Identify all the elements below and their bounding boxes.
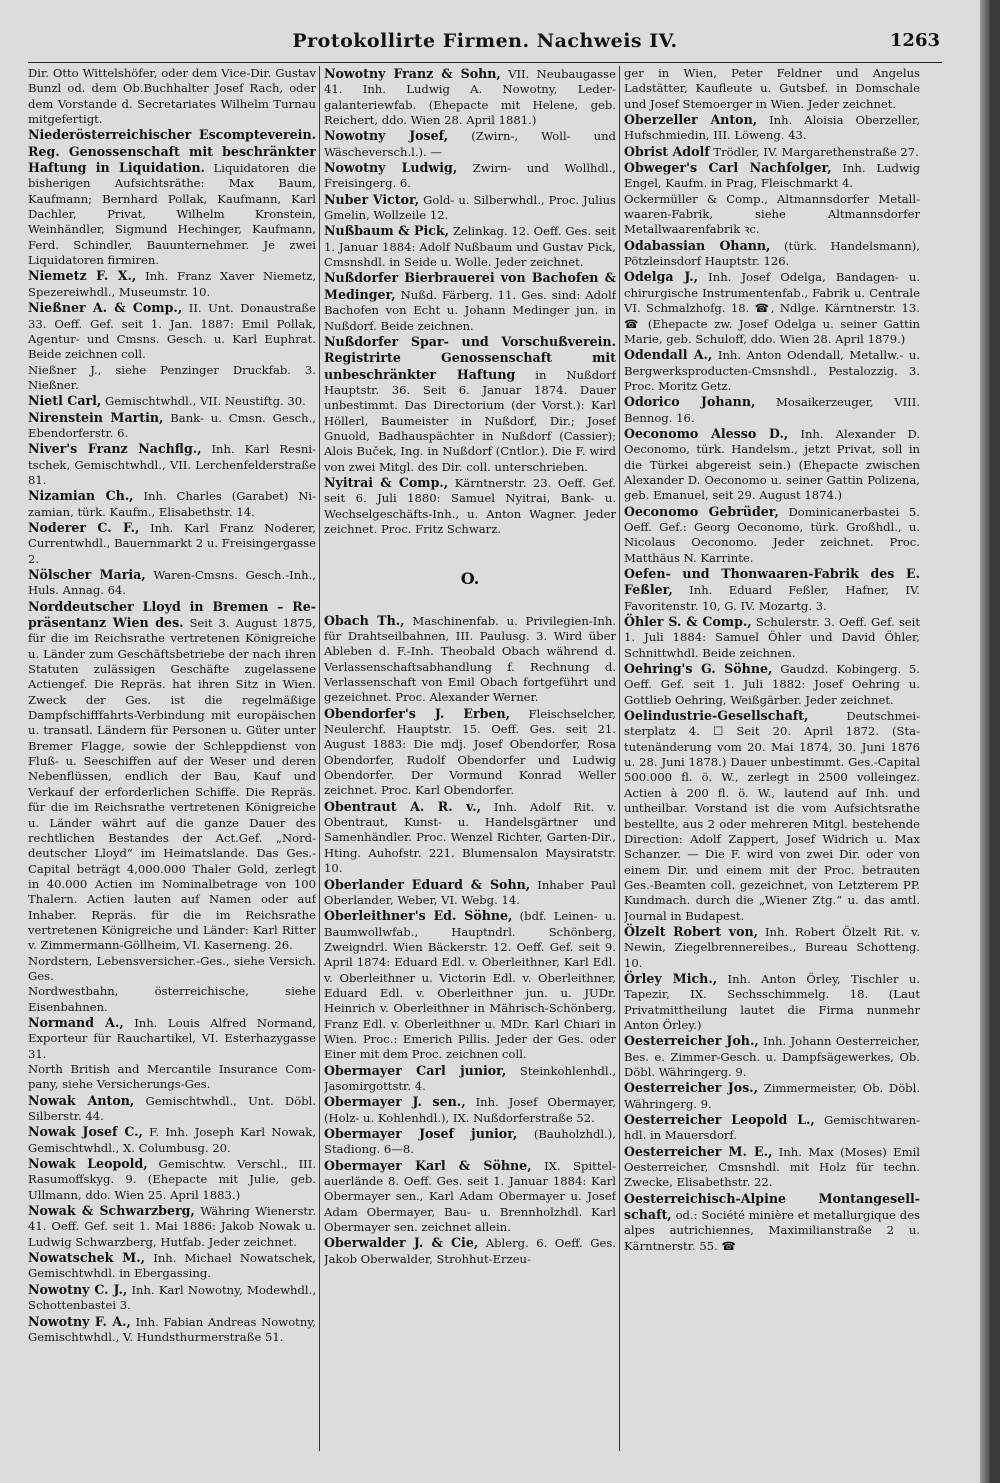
directory-entry: [324, 908, 616, 1062]
firm-name: Obach Th.,: [324, 612, 405, 628]
directory-entry: [324, 192, 616, 224]
directory-entry: [28, 1282, 316, 1314]
firm-name: Oberleithner's Ed. Söhne,: [324, 908, 513, 924]
directory-entry: [324, 877, 616, 909]
firm-name: Ölzelt Robert von,: [624, 923, 759, 939]
entry-details: F. Inh. Joseph Karl Nowak, Gemischtwhdl., X. Columbusg. 20.: [28, 1125, 316, 1155]
directory-entry: [28, 410, 316, 442]
entry-details: Trödler, IV. Margarethenstraße 27.: [713, 144, 919, 159]
firm-name: Odabassian Ohann,: [624, 237, 771, 253]
directory-entry: [28, 599, 316, 954]
entry-details: Inh. Karl Resnitschek, Gemischtwhdl., VII. Lerchenfelderstraße 81.: [28, 442, 316, 487]
entry-details: Schulerstr. 3. Oeff. Gef. seit 1. Juli 1884: Samuel Öhler und David Öhler, Schnittwhdl. Beide zeichnen.: [624, 615, 920, 660]
firm-name: Obermayer J. sen.,: [324, 1094, 466, 1110]
firm-name: Örley Mich.,: [624, 970, 718, 986]
firm-name: Nölscher Maria,: [28, 567, 146, 582]
firm-name: Niederösterreichischer Escompteverein. Reg. Genossenschaft mit beschränkter Haftung in Liquidation.: [28, 127, 316, 176]
directory-entry: [324, 613, 616, 706]
firm-name: Nowak & Schwarzberg,: [28, 1203, 195, 1219]
entry-details: Nießner J., siehe Penzinger Druckfab. 3. Nießner.: [28, 362, 316, 392]
firm-name: Nowotny Franz & Sohn,: [324, 66, 501, 81]
directory-entry: [624, 504, 920, 566]
firm-name: Oefen- und Thonwaaren-Fabrik des E. Feßler,: [624, 566, 920, 598]
entry-details: Inh. Karl Nowotny, Modewhdl., Schottenbastei 3.: [28, 1282, 316, 1313]
firm-name: Nowatschek M.,: [28, 1250, 146, 1266]
entry-details: (Bauholzhdl.), Stadiong. 6—8.: [324, 1127, 616, 1157]
entry-details: Deutschmeisterplatz 4. ☐ Seit 20. April 1872. (Statutenänderung vom 20. Mai 1874, 30. Juni 1876 u. 28. Juni 1878.) Dauer unbestimmt. Ges.-Capital 500.000 fl. ö. W., zerlegt in 2500 volleingez. Actien à 200 fl. ö. W., lautend auf Inh. und untheilbar. Vorstand ist die vom Aufsichtsrathe bestellte, aus 2 oder mehreren Mitgl. bestehende Direction: Adolf Zappert, Josef Widrich u. Max Schanzer. — Die F. wird von zwei Dir. oder von einem Dir. und einem mit der Proc. betrauten Ges.-Beamten coll. gezeichnet, von Letzterem PP. Kundmach. durch die „Wiener Ztg.“ u. das amtl. Journal in Budapest.: [624, 709, 920, 923]
directory-entry: [624, 708, 920, 924]
directory-entry: [624, 924, 920, 971]
firm-name: Odelga J.,: [624, 269, 699, 285]
entry-details: Währing Wienerstr. 41. Oeff. Gef. seit 1. Mai 1886: Jakob Nowak u. Ludwig Schwarzberg, Hutfab. Jeder zeichnet.: [28, 1204, 316, 1249]
entry-details: (türk. Handelsmann), Pötzleinsdorf Hauptstr. 126.: [624, 238, 920, 269]
firm-name: Oehring's G. Söhne,: [624, 661, 773, 677]
firm-name: Obweger's Carl Nachfolger,: [624, 160, 832, 176]
entry-details: Gemischtwhdl., Unt. Döbl. Silberstr. 44.: [28, 1093, 316, 1124]
entry-details: Zimmermeister, Ob. Döbl. Währingerg. 9.: [624, 1081, 920, 1111]
directory-entry: [324, 223, 616, 270]
entry-details: Maschinenfab. u. Privilegien-Inh. für Drahtseilbahnen, III. Paulusg. 3. Wird über Ableben d. F.-Inh. Theobald Obach während d. Verlassenschaftsabhandlung f. Rechnung d. Verlassenschaft von Emil Obach fortgeführt und gezeichnet. Proc. Alexander Werner.: [324, 613, 616, 705]
directory-entry: [624, 426, 920, 504]
entry-details: Liquidatoren die bisherigen Aufsichtsräthe: Max Baum, Kaufmann; Bernhard Pollak, Kaufmann, Karl Dachler, Privat, Wilhelm Kronstein, Weinhändler, Sigmund Hechinger, Kaufmann, Ferd. Schindler, Bauunternehmer. Je zwei Liquidatoren firmiren.: [28, 161, 316, 268]
entry-details: Dir. Otto Wittelshöfer, oder dem Vice-Dir. Gustav Bunzl od. dem Ob.Buchhalter Josef Rach, oder dem Vorstande d. Secretariates Wilhelm Turnau mitgefertigt.: [28, 66, 316, 127]
entry-details: Gold- u. Silberwhdl., Proc. Julius Gmelin, Wollzeile 12.: [324, 192, 616, 223]
firm-name: Odorico Johann,: [624, 394, 756, 410]
entry-details: Inh. Eduard Feßler, Hafner, IV. Favoritenstr. 10, G. IV. Mozartg. 3.: [624, 583, 920, 613]
entry-details: Gemischtwarenhdl. in Mauersdorf.: [624, 1113, 920, 1143]
directory-entry: [324, 1158, 616, 1236]
entry-details: Steinkohlenhdl., Jasomirgottstr. 4.: [324, 1063, 616, 1093]
firm-name: Oesterreicher Jos.,: [624, 1080, 759, 1096]
directory-entry: [28, 1250, 316, 1282]
firm-name: Oesterreicher M. E.,: [624, 1143, 773, 1159]
directory-entry: [324, 475, 616, 537]
firm-name: Norddeutscher Lloyd in Bremen – Repräsentanz Wien des.: [28, 598, 316, 631]
entry-details: Inh. Charles (Garabet) Nizamian, türk. Kaufm., Elisabethstr. 14.: [28, 489, 316, 519]
firm-name: Nowotny Josef,: [324, 128, 449, 144]
directory-entry: [624, 192, 920, 238]
entry-details: Inh. Anton Odendall, Metallw.- u. Bergwerksproducten-Cmsnshdl., Pestalozzig. 3. Proc. Moritz Getz.: [624, 348, 920, 393]
directory-entry: [28, 1156, 316, 1203]
firm-name: Obrist Adolf: [624, 143, 710, 159]
directory-entry: [28, 1093, 316, 1125]
directory-entry: [624, 1033, 920, 1080]
entry-details: Inh. Karl Franz Noderer, Currentwhdl., Bauernmarkt 2 u. Freisingergasse 2.: [28, 520, 316, 566]
directory-entry: [624, 66, 920, 112]
directory-entry: [28, 300, 316, 362]
entry-details: North British and Mercantile Insurance Company, siehe Versicherungs-Ges.: [28, 1062, 316, 1092]
entry-details: Inh. Josef Obermayer, (Holz- u. Kohlenhdl.), IX. Nußdorferstraße 52.: [324, 1095, 616, 1125]
directory-entry: [28, 567, 316, 599]
column-divider: [319, 66, 320, 1451]
firm-name: Odendall A.,: [624, 347, 713, 363]
page-title: Protokollirte Firmen. Nachweis IV.: [292, 30, 678, 52]
directory-entry: [28, 127, 316, 268]
section-letter: O.: [460, 569, 480, 589]
directory-entry: [324, 128, 616, 160]
entry-details: Mosaikerzeuger, VIII. Bennog. 16.: [624, 395, 920, 425]
directory-entry: [28, 520, 316, 567]
entry-details: Inh. Josef Odelga, Bandagen- u. chirurgische Instrumentenfab., Fabrik u. Centrale VI. Schmalzhofg. 18. ☎, Ndlge. Kärntnerstr. 13. ☎ (Ehepacte zw. Josef Odelga u. seiner Gattin Marie, geb. Schuloff, ddo. Wien 28. April 1879.): [624, 270, 920, 346]
entry-details: Nußd. Färberg. 11. Ges. sind: Adolf Bachofen von Echt u. Johann Medinger jun. in Nußdorf. Beide zeichnen.: [324, 287, 616, 333]
entry-details: Kärntnerstr. 23. Oeff. Gef. seit 6. Juli 1880: Samuel Nyitrai, Bank- u. Wechselgeschäfts-Inh., u. Anton Wagner. Jeder zeichnet. Proc. Fritz Schwarz.: [324, 475, 616, 536]
directory-entry: [324, 1126, 616, 1158]
directory-entry: [28, 66, 316, 127]
directory-entry: [28, 1062, 316, 1093]
firm-name: Niver's Franz Nachflg.,: [28, 441, 202, 457]
firm-name: Nußdorfer Bierbrauerei von Bachofen & Medinger,: [324, 270, 616, 302]
directory-entry: [324, 1063, 616, 1095]
directory-entry: [324, 799, 616, 877]
entry-details: Inhaber Paul Oberlander, Weber, VI. Webg. 14.: [324, 877, 616, 907]
directory-entry: [624, 144, 920, 160]
firm-name: Nußbaum & Pick,: [324, 223, 450, 239]
entry-details: Inh. Ludwig Engel, Kaufm. in Prag, Fleischmarkt 4.: [624, 161, 920, 191]
directory-entry: [28, 1124, 316, 1156]
entry-details: (Zwirn-, Woll- und Wäscheversch.l.). —: [324, 129, 616, 159]
entry-details: Inh. Max (Moses) Emil Oesterreicher, Cmsnshdl. mit Holz für techn. Zwecke, Elisabethstr. 22.: [624, 1144, 920, 1190]
directory-entry: [324, 1094, 616, 1126]
directory-entry: [624, 1112, 920, 1144]
entry-details: Ockermüller & Comp., Altmannsdorfer Metallwaaren-Fabrik, siehe Altmannsdorfer Metallwaarenfabrik ꝛc.: [624, 191, 920, 237]
entry-details: Nordwestbahn, österreichische, siehe Eisenbahnen.: [28, 984, 316, 1014]
entry-details: Zelinkag. 12. Oeff. Ges. seit 1. Januar 1884: Adolf Nußbaum und Gustav Pick, Cmsnshdl. in Seide u. Wolle. Jeder zeichnet.: [324, 224, 616, 270]
directory-entry: [28, 393, 316, 409]
directory-entry: [624, 614, 920, 661]
entry-details: Gemischtwhdl., VII. Neustiftg. 30.: [104, 394, 306, 409]
firm-name: Obendorfer's J. Erben,: [324, 705, 511, 721]
directory-entry: [624, 1144, 920, 1191]
directory-entry: [624, 1191, 920, 1254]
header-rule: [28, 62, 942, 63]
firm-name: Oesterreichisch-Alpine Montangesellschaft,: [624, 1190, 920, 1223]
firm-name: Nußdorfer Spar- und Vorschußverein. Registrirte Genossenschaft mit unbeschränkter Haftung: [324, 333, 616, 382]
firm-name: Nietl Carl,: [28, 393, 102, 409]
entry-details: Inh. Anton Örley, Tischler u. Tapezir, IX. Sechsschimmelg. 18. (Laut Privatmittheilung lautet die Firma nunmehr Anton Örley.): [624, 971, 920, 1032]
firm-name: Nießner A. & Comp.,: [28, 300, 183, 316]
directory-entry: [624, 238, 920, 270]
directory-entry: [624, 394, 920, 426]
entry-details: Waren-Cmsns. Gesch.-Inh., Huls. Annag. 64.: [28, 568, 316, 598]
directory-entry: [624, 971, 920, 1033]
entry-details: Inh. Aloisia Oberzeller, Hufschmiedin, III. Löweng. 43.: [624, 113, 920, 143]
firm-name: Oesterreicher Joh.,: [624, 1033, 759, 1049]
entry-details: in Nußdorf Hauptstr. 36. Seit 6. Januar 1874. Dauer unbestimmt. Das Directorium (der Vorst.): Karl Höllerl, Baumeister in Nußdorf, Dir.; Josef Gnuold, Badhauspächter in Nußdorf (Cassier); Alois Buček, Ing. in Nußdorf (Cntlor.). Die F. wird von zwei Mitgl. des Dir. coll. unterschrieben.: [324, 367, 616, 474]
firm-name: Nowak Anton,: [28, 1092, 135, 1108]
firm-name: Oeconomo Gebrüder,: [624, 503, 779, 519]
page-number: 1263: [889, 30, 940, 51]
column-right: [624, 66, 920, 1466]
directory-entry: [324, 706, 616, 799]
firm-name: Nirenstein Martin,: [28, 409, 164, 425]
directory-entry: [28, 954, 316, 985]
directory-entry: [624, 661, 920, 708]
entry-details: VII. Neubaugasse 41. Inh. Ludwig A. Nowotny, Ledergalanteriewfab. (Ehepacte mit Helene, geb. Reichert, ddo. Wien 28. April 1881.): [324, 67, 616, 128]
directory-entry: [324, 160, 616, 192]
entry-details: Inh. Johann Oesterreicher, Bes. e. Zimmer-Gesch. u. Dampfsägewerkes, Ob. Döbl. Währingerg. 9.: [624, 1034, 920, 1079]
page-header: [30, 30, 940, 56]
firm-name: Nowotny Ludwig,: [324, 160, 458, 176]
entry-details: (bdf. Leinen- u. Baumwollwfab., Hauptndrl. Schönberg, Zweigndrl. Wien Bäckerstr. 12. Oeff. Gef. seit 9. April 1874: Eduard Edl. v. Oberleithner, Karl Edl. v. Oberleithner u. Victorin Edl. v. Oberleithner, Eduard Edl. v. Oberleithner jun. u. JUDr. Heinrich v. Oberleithner in Mährisch-Schönberg, Franz Edl. v. Oberleithner u. MDr. Karl Chiari in Wien. Proc.: Emerich Pillis. Jeder der Ges. oder Einer mit dem Proc. zeichnen coll.: [324, 909, 616, 1062]
directory-entry: [28, 268, 316, 300]
firm-name: Normand A.,: [28, 1014, 124, 1030]
entry-details: Inh. Louis Alfred Normand, Exporteur für Rauchartikel, VI. Esterhazygasse 31.: [28, 1015, 316, 1061]
entry-details: Inh. Fabian Andreas Nowotny, Gemischtwhdl., V. Hundsthurmerstraße 51.: [28, 1314, 316, 1344]
directory-entry: [624, 347, 920, 394]
entry-details: Gaudzd. Kobingerg. 5. Oeff. Gef. seit 1. Juli 1882: Josef Oehring u. Gottlieb Oehring, Weißgärber. Jeder zeichnet.: [624, 662, 920, 707]
directory-entry: [324, 334, 616, 475]
directory-entry: [324, 270, 616, 333]
entry-details: Dominicanerbastei 5. Oeff. Gef.: Georg Oeconomo, türk. Großhdl., u. Nicolaus Oeconomo. Jeder zeichnet. Proc. Matthäus N. Karrinte.: [624, 504, 920, 565]
directory-entry: [28, 363, 316, 394]
firm-name: Oelindustrie-Gesellschaft,: [624, 708, 809, 724]
column-left: [28, 66, 316, 1466]
firm-name: Obermayer Josef junior,: [324, 1126, 518, 1141]
column-divider: [619, 66, 620, 1451]
column-middle: [324, 66, 616, 1466]
entry-details: Zwirn- und Wollhdl., Freisingerg. 6.: [324, 161, 616, 191]
directory-entry: [624, 160, 920, 192]
firm-name: Nyitrai & Comp.,: [324, 474, 449, 490]
firm-name: Noderer C. F.,: [28, 519, 140, 535]
firm-name: Oberzeller Anton,: [624, 112, 758, 128]
firm-name: Öhler S. & Comp.,: [624, 614, 752, 630]
directory-entry: [624, 112, 920, 144]
entry-details: Inh. Robert Ölzelt Rit. v. Newin, Ziegelbrennereibes., Bureau Schotteng. 10.: [624, 924, 920, 970]
firm-name: Obermayer Karl & Söhne,: [324, 1157, 532, 1173]
entry-details: Nordstern, Lebensversicher.-Ges., siehe Versich. Ges.: [28, 953, 316, 983]
firm-name: Oberlander Eduard & Sohn,: [324, 876, 531, 892]
entry-details: Inh. Franz Xaver Niemetz, Spezereiwhdl., Museumstr. 10.: [28, 269, 316, 299]
entry-details: Inh. Alexander D. Oeconomo, türk. Handelsm., jetzt Privat, soll in die Türkei abgereist sein.) (Ehepacte zwischen Alexander D. Oeconomo u. seiner Gattin Polizena, geb. Emanuel, seit 29. August 1874.): [624, 426, 920, 503]
firm-name: Oesterreicher Leopold L.,: [624, 1112, 815, 1128]
entry-details: II. Unt. Donaustraße 33. Oeff. Gef. seit 1. Jan. 1887: Emil Pollak, Agentur- und Cmsns. Gesch. u. Karl Euphrat. Beide zeichnen coll.: [28, 301, 316, 362]
directory-entry: [28, 984, 316, 1015]
directory-entry: [624, 269, 920, 347]
directory-entry: [324, 1235, 616, 1267]
directory-entry: [324, 66, 616, 128]
entry-details: Inh. Michael Nowatschek, Gemischtwhdl. in Ebergassing.: [28, 1251, 316, 1281]
entry-details: Inh. Adolf Rit. v. Obentraut, Kunst- u. Handelsgärtner und Samenhändler. Proc. Wenzel Richter, Garten-Dir., Hting. Auhofstr. 221. Blumensalon Maysiratstr. 10.: [324, 799, 616, 876]
firm-name: Obentraut A. R. v.,: [324, 798, 481, 814]
firm-name: Oeconomo Alesso D.,: [624, 425, 789, 441]
firm-name: Oberwalder J. & Cie,: [324, 1235, 479, 1251]
firm-name: Obermayer Carl junior,: [324, 1062, 507, 1078]
entry-details: Fleischselcher, Neulerchf. Hauptstr. 15. Oeff. Ges. seit 21. August 1883: Die mdj. Josef Obendorfer, Rosa Obendorfer, Rudolf Obendorfer und Ludwig Obendorfer. Der Vormund Konrad Weller zeichnet. Proc. Karl Obendorfer.: [324, 706, 616, 798]
entry-details: IX. Spittelauerlände 8. Oeff. Ges. seit 1. Januar 1884: Karl Obermayer sen., Karl Adam Obermayer u. Josef Adam Obermayer, Bau- u. Brennholzhdl. Karl Obermayer sen. zeichnet allein.: [324, 1158, 616, 1235]
entry-details: od.: Société minière et metallurgique des alpes autrichiennes, Maximilianstraße 2 u. Kärntnerstr. 55. ☎: [624, 1208, 920, 1253]
page-edge-shadow: [980, 0, 990, 1483]
firm-name: Nowotny C. J.,: [28, 1281, 128, 1297]
entry-details: Ablerg. 6. Oeff. Ges. Jakob Oberwalder, Strohhut-Erzeu-: [324, 1236, 616, 1266]
directory-entry: [28, 488, 316, 520]
directory-entry: [624, 1080, 920, 1112]
firm-name: Nowotny F. A.,: [28, 1313, 131, 1329]
entry-details: Bank- u. Cmsn. Gesch., Ebendorferstr. 6.: [28, 410, 316, 440]
directory-entry: [28, 441, 316, 488]
firm-name: Niemetz F. X.,: [28, 268, 137, 284]
firm-name: Nuber Victor,: [324, 191, 420, 207]
entry-details: ger in Wien, Peter Feldner und Angelus Ladstätter, Kaufleute u. Gutsbef. in Domschale und Josef Stemoerger in Wien. Jeder zeichnet.: [624, 66, 920, 111]
entry-details: Seit 3. August 1875, für die im Reichsrathe vertretenen Königreiche u. Länder zum Geschäftsbetriebe der nach ihren Statuten zulässigen Geschäfte zugelassene Actiengef. Die Repräs. hat ihren Sitz in Wien. Zweck der Ges. ist die regelmäßige Dampfschifffahrts-Verbindung mit europäischen u. transatl. Ländern für Personen u. Güter unter Bremer Flagge, sowie der Schleppdienst von Fluß- u. Seeschiffen auf der Weser und deren Nebenflüssen, endlich der Bau, Kauf und Verkauf der erforderlichen Schiffe. Die Repräs. für die im Reichsrathe vertretenen Königreiche u. Länder währt auf die ganze Dauer des rechtlichen Bestandes der Act.Gef. „Norddeutscher Lloyd“ im Heimatslande. Das Ges.-Capital beträgt 4,000.000 Thaler Gold, zerlegt in 40.000 Actien im Nominalbetrage von 100 Thalern. Actien lauten auf Namen oder auf Inhaber. Repräs. für die im Reichsrathe vertretenen Königreiche und Länder: Karl Ritter v. Zimmermann-Göllheim, VI. Kaserneng. 26.: [28, 616, 316, 953]
directory-entry: [624, 566, 920, 614]
firm-name: Nowak Leopold,: [28, 1156, 148, 1172]
directory-entry: [28, 1015, 316, 1062]
directory-entry: [28, 1203, 316, 1250]
firm-name: Nizamian Ch.,: [28, 488, 134, 504]
directory-entry: [28, 1314, 316, 1346]
firm-name: Nowak Josef C.,: [28, 1124, 143, 1140]
entry-details: Gemischtw. Verschl., III. Rasumoffskyg. 9. (Ehepacte mit Julie, geb. Ullmann, ddo. Wien 25. April 1883.): [28, 1157, 316, 1202]
